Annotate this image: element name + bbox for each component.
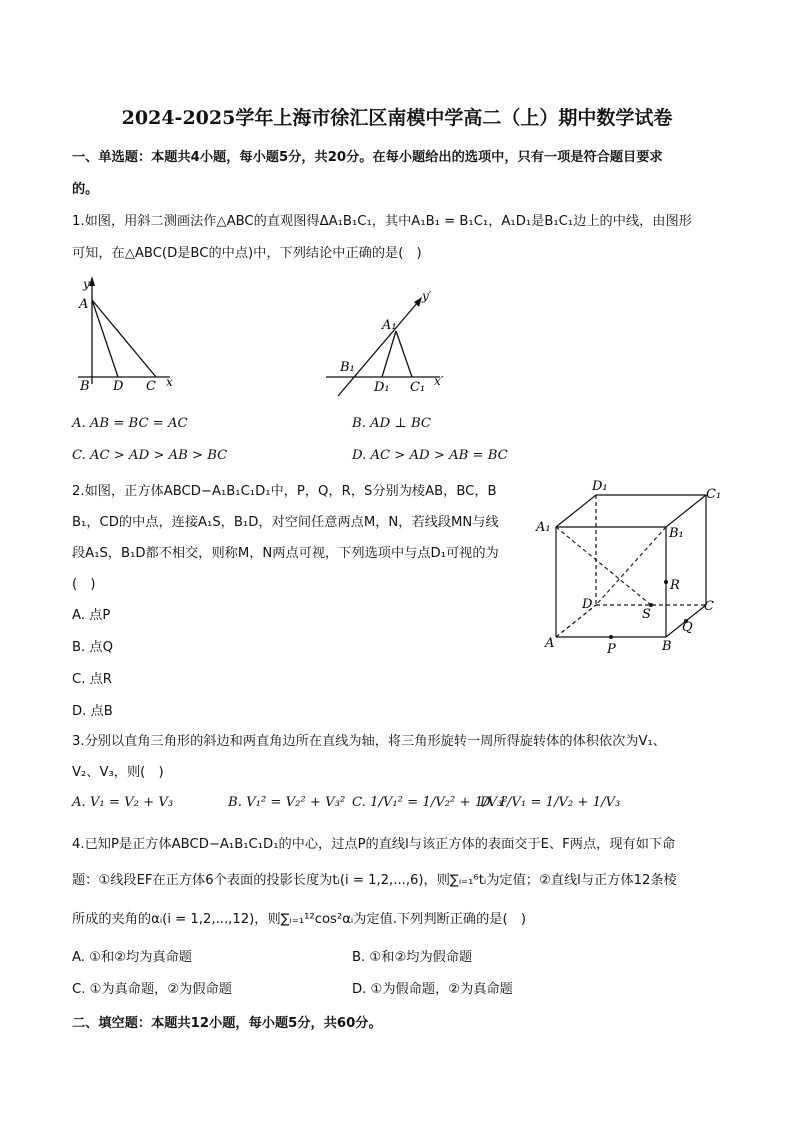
q1-right-C-label: C₁ — [410, 380, 426, 395]
q2-label-D1: D₁ — [592, 479, 608, 494]
q2-cube-figure — [530, 475, 730, 655]
q2-option-b: B. 点Q — [72, 640, 113, 655]
q2-label-S: S — [642, 607, 651, 622]
section1-header: 一、单选题：本题共4小题，每小题5分，共20分。在每小题给出的选项中，只有一项是符合题目要求 — [72, 150, 663, 165]
q2-label-A1: A₁ — [536, 520, 551, 535]
q2-label-P: P — [607, 642, 616, 655]
q3-option-b: B. V₁² = V₂² + V₃² — [228, 795, 346, 810]
q1-left-C-label: C — [146, 379, 156, 394]
q2-label-C1: C₁ — [706, 487, 722, 502]
q1-right-A-label: A₁ — [382, 318, 397, 333]
q2-label-D: D — [582, 597, 593, 612]
q2-label-Q: Q — [682, 620, 693, 635]
q1-right-y-label: y′ — [422, 289, 432, 303]
q2-label-B1: B₁ — [669, 526, 684, 541]
q1-figure-intuitive — [322, 280, 452, 400]
q3-stem-line2: V₂、V₃，则( ) — [72, 765, 164, 780]
section2-header: 二、填空题：本题共12小题，每小题5分，共60分。 — [72, 1016, 382, 1031]
q4-option-d: D. ①为假命题，②为真命题 — [352, 982, 513, 997]
q4-stem-line1: 4.已知P是正方体ABCD−A₁B₁C₁D₁的中心，过点P的直线l与该正方体的表面交于E、F两点，现有如下命 — [72, 837, 676, 852]
q2-label-B: B — [662, 639, 672, 654]
q4-option-c: C. ①为真命题，②为假命题 — [72, 982, 232, 997]
q1-left-B-label: B — [80, 379, 90, 394]
q4-option-b: B. ①和②均为假命题 — [352, 950, 473, 965]
q2-label-R: R — [670, 578, 680, 593]
q1-left-A-label: A — [79, 297, 89, 312]
q1-stem-line2: 可知，在△ABC(D是BC的中点)中，下列结论中正确的是( ) — [72, 246, 422, 261]
q2-option-a: A. 点P — [72, 608, 111, 623]
q2-label-C: C — [704, 599, 714, 614]
q1-figure-original — [70, 272, 190, 397]
section1-header-cont: 的。 — [72, 182, 99, 197]
q4-stem-line3: 所成的夹角的αᵢ(i = 1,2,...,12)，则∑ᵢ₌₁¹²cos²αᵢ为定值.下列判断正确的是( ) — [72, 912, 526, 927]
q1-left-D-label: D — [113, 379, 124, 394]
q2-stem-line3: 段A₁S，B₁D都不相交，则称M，N两点可视，下列选项中与点D₁可视的为 — [72, 546, 499, 561]
q3-option-c: C. 1/V₁² = 1/V₂² + 1/V₃² — [352, 795, 508, 810]
q1-right-D-label: D₁ — [374, 380, 390, 395]
q1-option-a: A. AB = BC = AC — [72, 416, 188, 431]
q2-stem-line4: ( ) — [72, 577, 96, 592]
q2-option-d: D. 点B — [72, 704, 113, 719]
page-title: 2024-2025学年上海市徐汇区南模中学高二（上）期中数学试卷 — [121, 107, 673, 129]
q2-label-A: A — [545, 636, 555, 651]
q1-right-B-label: B₁ — [340, 360, 355, 375]
q3-stem-line1: 3.分别以直角三角形的斜边和两直角边所在直线为轴，将三角形旋转一周所得旋转体的体积依次为V₁、 — [72, 734, 666, 749]
q1-option-c: C. AC > AD > AB > BC — [72, 448, 228, 463]
q1-option-b: B. AD ⊥ BC — [352, 416, 431, 431]
q1-left-x-label: x — [166, 375, 173, 389]
q3-option-d: D. 1/V₁ = 1/V₂ + 1/V₃ — [480, 795, 621, 810]
q2-stem-line2: B₁，CD的中点，连接A₁S，B₁D，对空间任意两点M，N，若线段MN与线 — [72, 515, 499, 530]
q1-left-y-label: y — [83, 277, 90, 291]
q1-stem-line1: 1.如图，用斜二测画法作△ABC的直观图得ΔA₁B₁C₁，其中A₁B₁ = B₁C₁，A₁D₁是B₁C₁边上的中线，由图形 — [72, 214, 692, 229]
q4-stem-line2: 题：①线段EF在正方体6个表面的投影长度为tᵢ(i = 1,2,...,6)，则∑ᵢ₌₁⁶tᵢ为定值；②直线l与正方体12条棱 — [72, 873, 677, 888]
q2-stem-line1: 2.如图，正方体ABCD−A₁B₁C₁D₁中，P，Q，R，S分别为棱AB，BC，B — [72, 484, 497, 499]
q4-option-a: A. ①和②均为真命题 — [72, 950, 192, 965]
q3-option-a: A. V₁ = V₂ + V₃ — [72, 795, 174, 810]
q2-option-c: C. 点R — [72, 672, 112, 687]
q1-right-x-label: x′ — [434, 374, 444, 388]
q1-option-d: D. AC > AD > AB = BC — [352, 448, 508, 463]
